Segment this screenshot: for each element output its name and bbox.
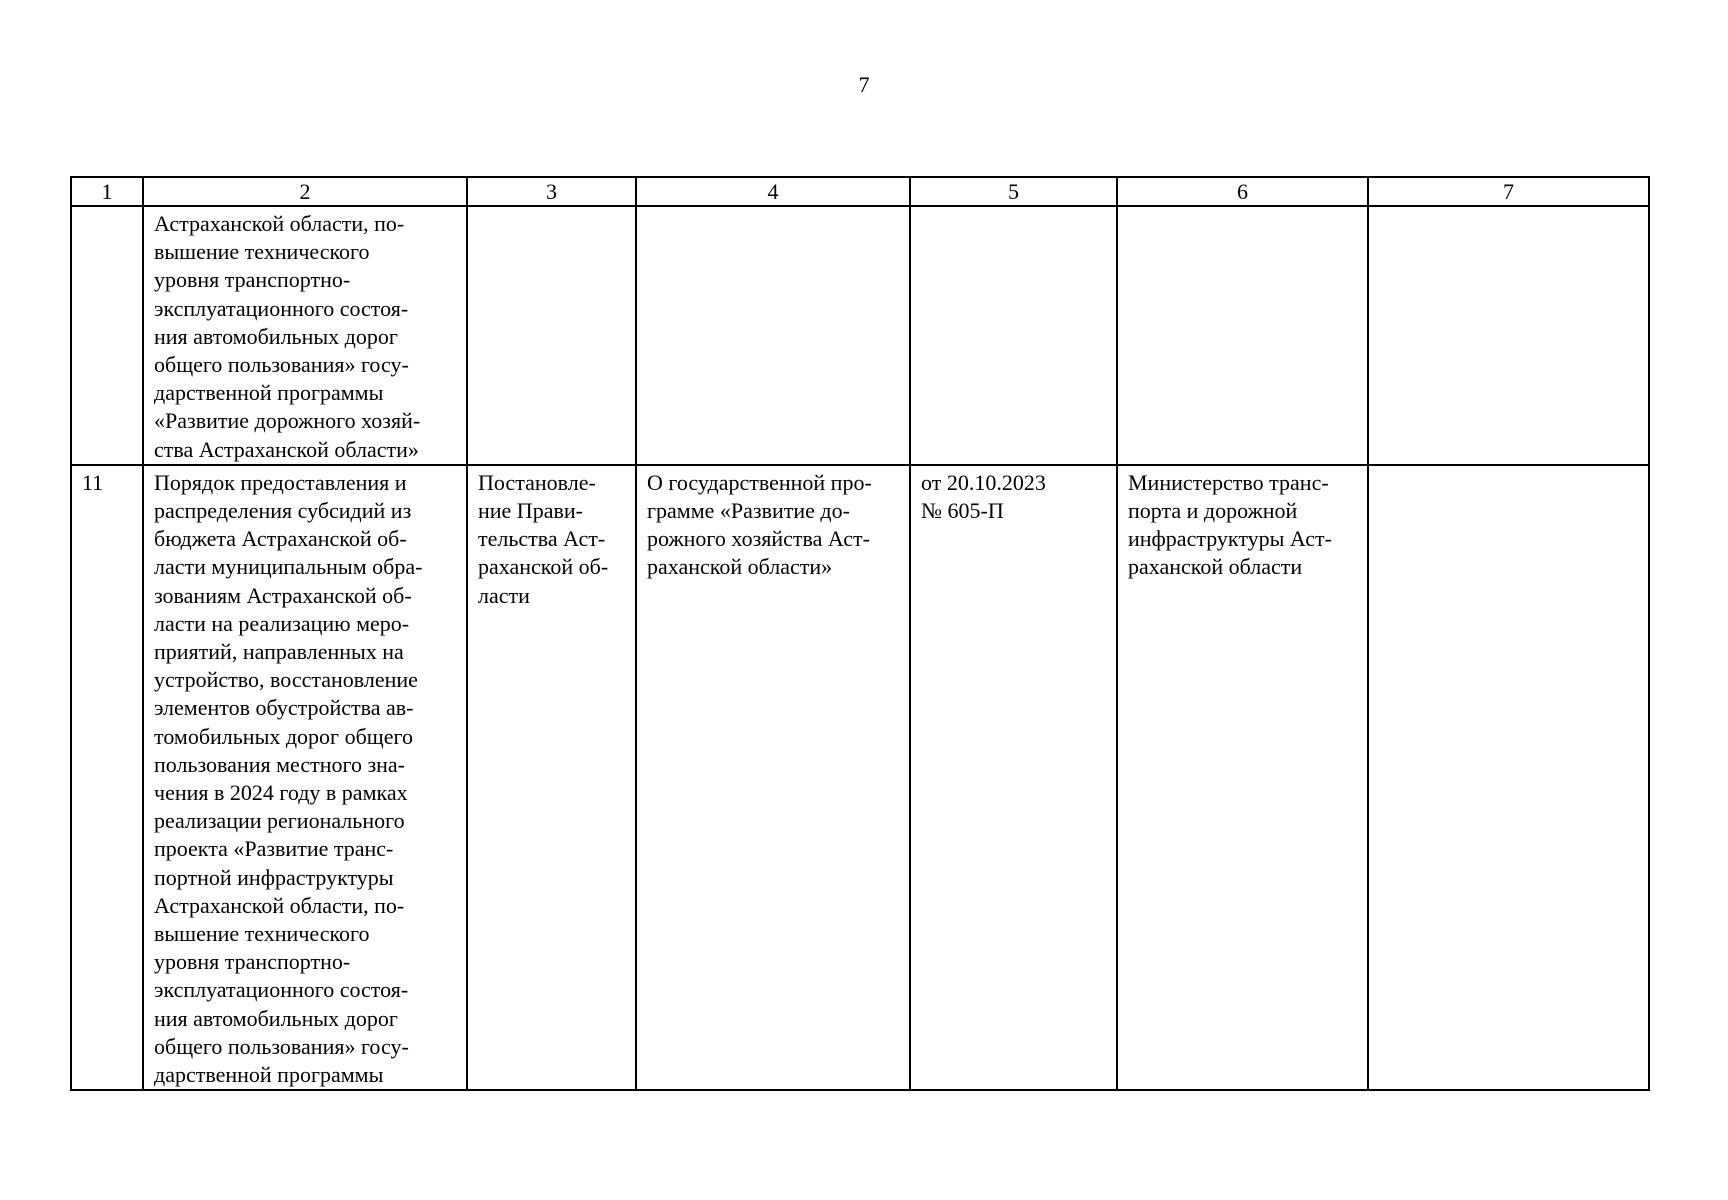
header-cell-6: 6 xyxy=(1117,177,1368,206)
cell-text-line: ласти xyxy=(478,582,530,608)
table-row xyxy=(71,206,1649,465)
table-cell-authority xyxy=(1117,465,1368,1090)
cell-text-line: реализации регионального xyxy=(154,808,405,834)
cell-text-line: пользования местного зна- xyxy=(154,751,406,777)
cell-text-line: вышение технического xyxy=(154,239,370,265)
cell-text-line: томобильных дорог общего xyxy=(154,723,413,749)
cell-text-line: «Развитие дорожного хозяй- xyxy=(154,408,421,434)
cell-text-line: проекта «Развитие транс- xyxy=(154,836,394,862)
cell-text-line: уровня транспортно- xyxy=(154,267,351,293)
cell-text-line: приятий, направленных на xyxy=(154,639,404,665)
cell-text-line: распределения субсидий из xyxy=(154,498,412,524)
table-cell-doc-title xyxy=(636,465,910,1090)
cell-text-line: Порядок предоставления и xyxy=(154,469,407,495)
cell-text-line: рожного хозяйства Аст- xyxy=(647,526,870,552)
table-cell-doc-date xyxy=(910,465,1117,1090)
header-cell-7: 7 xyxy=(1368,177,1649,206)
table-cell-note xyxy=(1368,465,1649,1090)
cell-text-line: ния автомобильных дорог xyxy=(154,1005,398,1031)
cell-text-line: О государственной про- xyxy=(647,469,872,495)
table-cell-note xyxy=(1368,206,1649,465)
cell-text-line: раханской области» xyxy=(647,554,833,580)
cell-text-line: ния автомобильных дорог xyxy=(154,323,398,349)
cell-text-line: дарственной программы xyxy=(154,380,384,406)
header-cell-1: 1 xyxy=(71,177,143,206)
cell-text-line: ласти на реализацию меро- xyxy=(154,610,410,636)
table-cell-authority xyxy=(1117,206,1368,465)
table-cell-name xyxy=(143,465,467,1090)
header-row xyxy=(71,177,1649,206)
header-cell-4: 4 xyxy=(636,177,910,206)
cell-text-line: № 605-П xyxy=(921,498,1004,524)
header-cell-2: 2 xyxy=(143,177,467,206)
cell-text-line: раханской области xyxy=(1128,554,1303,580)
cell-text-line: порта и дорожной xyxy=(1128,498,1298,524)
cell-text-line: бюджета Астраханской об- xyxy=(154,526,407,552)
cell-text-line: уровня транспортно- xyxy=(154,949,351,975)
cell-text-line: дарственной программы xyxy=(154,1062,384,1088)
cell-text-line: ние Прави- xyxy=(478,498,583,524)
page-number: 7 xyxy=(858,72,870,97)
cell-text-line: общего пользования» госу- xyxy=(154,1033,409,1059)
table-cell-name xyxy=(143,206,467,465)
cell-text-line: ства Астраханской области» xyxy=(154,436,419,462)
cell-text-line: портной инфраструктуры xyxy=(154,864,394,890)
table-cell-doc-type xyxy=(467,206,636,465)
cell-text-line: раханской об- xyxy=(478,554,609,580)
cell-text-line: от 20.10.2023 xyxy=(921,469,1046,495)
cell-text-line: устройство, восстановление xyxy=(154,667,418,693)
cell-text-line: эксплуатационного состоя- xyxy=(154,977,409,1003)
table-cell-doc-title xyxy=(636,206,910,465)
cell-text-line: общего пользования» госу- xyxy=(154,352,409,378)
cell-text-line: Астраханской области, по- xyxy=(154,892,405,918)
cell-text-line: чения в 2024 году в рамках xyxy=(154,780,408,806)
document-table xyxy=(70,176,1650,1091)
cell-text-line: элементов обустройства ав- xyxy=(154,695,414,721)
cell-text-line: инфраструктуры Аст- xyxy=(1128,526,1332,552)
cell-text-line: эксплуатационного состоя- xyxy=(154,295,409,321)
cell-text-line: зованиям Астраханской об- xyxy=(154,582,412,608)
cell-text-line: Астраханской области, по- xyxy=(154,211,405,236)
cell-text-line: Постановле- xyxy=(478,469,596,495)
table-row xyxy=(71,465,1649,1090)
cell-text-line: грамме «Развитие до- xyxy=(647,498,850,524)
table-cell-number xyxy=(71,206,143,465)
cell-text-line: вышение технического xyxy=(154,921,370,947)
cell-text-line: Министерство транс- xyxy=(1128,469,1329,495)
table-cell-number xyxy=(71,465,143,1090)
header-cell-5: 5 xyxy=(910,177,1117,206)
cell-text-line: 11 xyxy=(82,469,104,495)
cell-text-line: ласти муниципальным обра- xyxy=(154,554,423,580)
table-cell-doc-date xyxy=(910,206,1117,465)
cell-text-line: тельства Аст- xyxy=(478,526,606,552)
table-cell-doc-type xyxy=(467,465,636,1090)
header-cell-3: 3 xyxy=(467,177,636,206)
